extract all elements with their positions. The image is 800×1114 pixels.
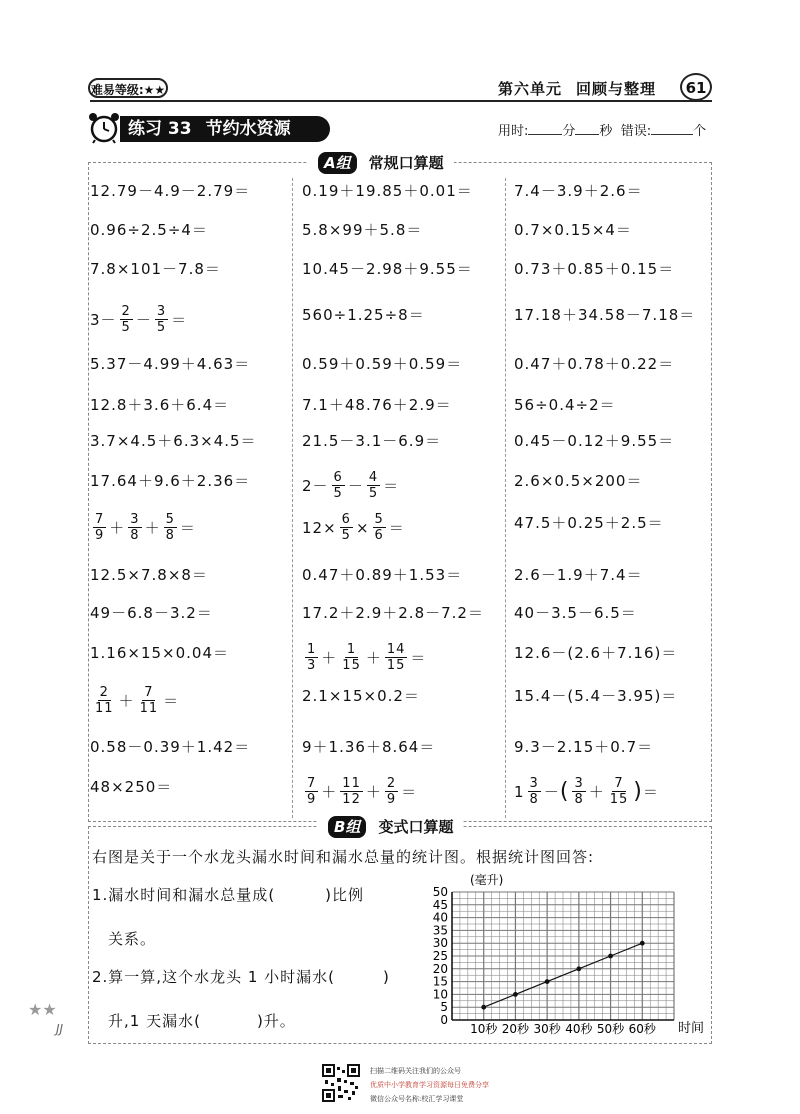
question-2-close: ) [383, 968, 390, 986]
question-1 [92, 884, 364, 905]
problem-c1r1: 12.79－4.9－2.79＝ [90, 182, 251, 200]
question-2-day-end: )升。 [256, 1012, 296, 1030]
problem-c2r10: 0.47＋0.89＋1.53＝ [302, 566, 463, 584]
fraction-2 [138, 685, 161, 716]
exercise-number: 练习 33 [128, 119, 192, 139]
data-point [608, 954, 613, 959]
unit-subtitle: 回顾与整理 [576, 80, 657, 98]
lead-term: 2－ [302, 477, 329, 495]
fraction-1 [305, 642, 318, 673]
problem-c2r9 [302, 512, 405, 543]
problem-c1r10: 12.5×7.8×8＝ [90, 566, 208, 584]
equals: ＝ [383, 477, 400, 495]
column-divider-2 [505, 178, 506, 818]
numerator: 7 [307, 776, 317, 791]
operator: ＋ [144, 519, 161, 537]
y-tick-label: 0 [440, 1013, 448, 1027]
operator: ＋ [365, 649, 382, 667]
operator: ＋ [321, 649, 338, 667]
x-tick-label: 60秒 [628, 1022, 656, 1036]
denominator: 15 [386, 658, 406, 673]
fraction-2 [373, 512, 386, 543]
problem-c3r7: 0.45－0.12＋9.55＝ [514, 432, 675, 450]
errors-label: 错误: [620, 124, 652, 139]
problem-c1r2: 0.96÷2.5÷4＝ [90, 221, 208, 239]
operator: × [355, 518, 370, 537]
problem-c2r15 [302, 776, 417, 807]
numerator: 5 [165, 512, 175, 527]
exercise-title: 节约水资源 [205, 119, 291, 139]
y-axis-label: (毫升) [470, 873, 504, 887]
problem-c3r10: 2.6－1.9＋7.4＝ [514, 566, 643, 584]
numerator: 5 [374, 512, 384, 527]
numerator: 14 [386, 642, 406, 657]
question-1-start: 1.漏水时间和漏水总量成( [92, 886, 276, 904]
minute-label: 分 [562, 124, 576, 139]
operator: － [543, 783, 560, 801]
operator: ＋ [365, 783, 382, 801]
numerator: 2 [121, 304, 131, 319]
data-point [640, 941, 645, 946]
problem-c3r8: 2.6×0.5×200＝ [514, 472, 643, 490]
problem-c3r14: 9.3－2.15＋0.7＝ [514, 738, 654, 756]
equals: ＝ [401, 783, 418, 801]
problem-c2r5: 0.59＋0.59＋0.59＝ [302, 355, 463, 373]
problem-c3r15 [514, 776, 659, 807]
denominator: 5 [156, 320, 167, 335]
unit-title [498, 78, 656, 99]
numerator: 3 [574, 776, 584, 791]
question-1-end: 关系。 [108, 930, 157, 948]
y-tick-label: 45 [432, 897, 448, 912]
problem-c1r5: 5.37－4.99＋4.63＝ [90, 355, 251, 373]
problem-c1r15: 48×250＝ [90, 778, 173, 796]
denominator: 11 [95, 701, 114, 716]
x-tick-label: 20秒 [501, 1022, 530, 1036]
numerator: 11 [342, 776, 361, 791]
denominator: 5 [341, 528, 351, 543]
equals: ＝ [410, 649, 427, 667]
operator: ＋ [118, 692, 135, 710]
count-label: 个 [693, 124, 707, 139]
problem-c3r13: 15.4－(5.4－3.95)＝ [514, 687, 678, 705]
time-label: 用时: [498, 124, 529, 139]
question-2-line2 [108, 1010, 296, 1031]
y-tick-label: 30 [432, 936, 448, 951]
leak-chart [404, 866, 712, 1038]
lead-term: 3－ [90, 311, 117, 329]
data-point [576, 966, 581, 971]
problem-c3r2: 0.7×0.15×4＝ [514, 221, 632, 239]
fraction-3 [164, 512, 177, 543]
group-a-header [308, 152, 454, 174]
group-b-badge: B组 [328, 816, 366, 838]
denominator: 5 [333, 486, 343, 501]
page-number: 61 [680, 73, 712, 101]
denominator: 5 [368, 486, 379, 501]
exercise-title-bar [120, 116, 330, 142]
problem-c1r4 [90, 304, 187, 335]
fraction-3 [608, 776, 631, 807]
question-2-day-start: 升,1 天漏水( [108, 1012, 201, 1030]
data-point [545, 979, 550, 984]
problem-c1r14: 0.58－0.39＋1.42＝ [90, 738, 251, 756]
corner-mark: JJ [56, 1022, 64, 1036]
group-b-intro: 右图是关于一个水龙头漏水时间和漏水总量的统计图。根据统计图回答: [92, 848, 595, 866]
problem-c3r12: 12.6－(2.6＋7.16)＝ [514, 644, 678, 662]
x-tick-label: 40秒 [565, 1022, 593, 1036]
problem-c2r12 [302, 642, 426, 673]
equals: ＝ [163, 692, 180, 710]
x-tick-label: 50秒 [596, 1022, 625, 1036]
operator: ＋ [321, 783, 338, 801]
unit-label: 第六单元 [498, 80, 563, 98]
numerator: 7 [144, 685, 154, 700]
problem-c2r13: 2.1×15×0.2＝ [302, 687, 420, 705]
decorative-stars: ★★ [28, 1000, 57, 1019]
numerator: 6 [333, 470, 343, 485]
y-tick-label: 20 [432, 961, 448, 976]
data-point [481, 1005, 486, 1010]
question-2 [92, 966, 390, 987]
seconds-blank[interactable] [575, 134, 599, 135]
problem-c3r1: 7.4－3.9＋2.6＝ [514, 182, 643, 200]
fraction-2 [340, 642, 363, 673]
problem-c2r14: 9＋1.36＋8.64＝ [302, 738, 436, 756]
problem-c1r7: 3.7×4.5＋6.3×4.5＝ [90, 432, 257, 450]
denominator: 8 [574, 792, 584, 807]
denominator: 8 [529, 792, 539, 807]
denominator: 11 [139, 701, 159, 716]
numerator: 6 [341, 512, 351, 527]
denominator: 8 [165, 528, 175, 543]
fraction-2 [572, 776, 585, 807]
x-tick-label: 10秒 [470, 1022, 498, 1036]
header-rule [90, 100, 712, 102]
problem-c2r11: 17.2＋2.9＋2.8－7.2＝ [302, 604, 484, 622]
footer-line-3: 微信公众号名称:校汇学习课堂 [370, 1095, 464, 1103]
fraction-1 [120, 304, 133, 335]
second-label: 秒 [599, 124, 613, 139]
fraction-1 [528, 776, 541, 807]
data-point [513, 992, 518, 997]
problem-c2r1: 0.19＋19.85＋0.01＝ [302, 182, 473, 200]
problem-c3r5: 0.47＋0.78＋0.22＝ [514, 355, 675, 373]
y-tick-label: 25 [432, 949, 448, 963]
problem-c3r3: 0.73＋0.85＋0.15＝ [514, 260, 675, 278]
problem-c3r6: 56÷0.4÷2＝ [514, 396, 616, 414]
y-tick-label: 50 [432, 885, 448, 899]
paren-open: ( [559, 778, 570, 804]
paren-close: ) [633, 778, 643, 804]
numerator: 1 [346, 642, 357, 657]
fraction-2 [340, 776, 363, 807]
denominator: 9 [307, 792, 317, 807]
fraction-1 [93, 685, 116, 716]
problem-c2r4: 560÷1.25÷8＝ [302, 306, 425, 324]
operator: ＋ [588, 783, 605, 801]
numerator: 2 [386, 776, 397, 791]
operator: － [347, 477, 364, 495]
numerator: 3 [529, 776, 539, 791]
problem-c2r3: 10.45－2.98＋9.55＝ [302, 260, 473, 278]
question-1-mid: )比例 [325, 886, 365, 904]
footer-line-2: 优质中小学教育学习资源每日免费分享 [370, 1081, 489, 1089]
problem-c2r7: 21.5－3.1－6.9＝ [302, 432, 442, 450]
denominator: 15 [342, 658, 361, 673]
numerator: 3 [156, 304, 167, 319]
group-a-title: 常规口算题 [368, 154, 444, 172]
lead-term: 12× [302, 518, 337, 537]
y-tick-label: 10 [432, 987, 448, 1002]
operator: － [135, 311, 152, 329]
footer-line-1: 扫描二维码关注我们的公众号 [370, 1067, 461, 1075]
time-record [498, 120, 706, 139]
numerator: 7 [95, 512, 105, 527]
fraction-1 [332, 470, 345, 501]
x-axis-label: 时间 [678, 1021, 705, 1036]
y-tick-label: 40 [432, 910, 448, 925]
problem-c1r11: 49－6.8－3.2＝ [90, 604, 213, 622]
fraction-1 [340, 512, 353, 543]
problem-c3r4: 17.18＋34.58－7.18＝ [514, 306, 696, 324]
denominator: 3 [307, 658, 317, 673]
group-a-badge: A组 [318, 152, 357, 174]
column-divider-1 [292, 178, 293, 818]
problem-c1r6: 12.8＋3.6＋6.4＝ [90, 396, 230, 414]
fraction-2 [155, 304, 168, 335]
qr-code-icon [322, 1064, 360, 1102]
group-b-header [318, 816, 463, 838]
denominator: 6 [374, 528, 384, 543]
group-b-title: 变式口算题 [378, 818, 454, 836]
problem-c3r9: 47.5＋0.25＋2.5＝ [514, 514, 664, 532]
equals: ＝ [179, 519, 196, 537]
denominator: 15 [609, 792, 629, 807]
denominator: 8 [130, 528, 140, 543]
errors-blank[interactable] [651, 134, 693, 135]
fraction-3 [385, 642, 408, 673]
denominator: 9 [95, 528, 105, 543]
problem-c1r3: 7.8×101－7.8＝ [90, 260, 221, 278]
minutes-blank[interactable] [528, 134, 562, 135]
equals: ＝ [642, 783, 659, 801]
numerator: 4 [368, 470, 379, 485]
numerator: 2 [99, 685, 109, 700]
problem-c2r2: 5.8×99＋5.8＝ [302, 221, 423, 239]
x-tick-label: 30秒 [533, 1022, 561, 1036]
denominator: 9 [386, 792, 397, 807]
problem-c3r11: 40－3.5－6.5＝ [514, 604, 637, 622]
fraction-1 [93, 512, 106, 543]
lead-term: 1 [514, 782, 525, 801]
fraction-3 [385, 776, 398, 807]
problem-c1r12: 1.16×15×0.04＝ [90, 644, 230, 662]
difficulty-badge: 难易等级:★★ [88, 78, 168, 98]
equals: ＝ [388, 519, 405, 537]
problem-c2r8 [302, 470, 399, 501]
numerator: 7 [614, 776, 624, 791]
numerator: 1 [307, 642, 317, 657]
fraction-2 [128, 512, 141, 543]
equals: ＝ [171, 311, 188, 329]
problem-c1r13 [90, 685, 179, 716]
fraction-2 [367, 470, 380, 501]
numerator: 3 [130, 512, 140, 527]
denominator: 12 [342, 792, 361, 807]
fraction-1 [305, 776, 318, 807]
question-2-start: 2.算一算,这个水龙头 1 小时漏水( [92, 968, 336, 986]
alarm-clock-icon [86, 110, 122, 144]
problem-c1r9 [90, 512, 196, 543]
denominator: 5 [121, 320, 131, 335]
operator: ＋ [109, 519, 126, 537]
y-tick-label: 5 [440, 1000, 448, 1015]
problem-c2r6: 7.1＋48.76＋2.9＝ [302, 396, 452, 414]
y-tick-label: 15 [432, 974, 448, 989]
problem-c1r8: 17.64＋9.6＋2.36＝ [90, 472, 251, 490]
y-tick-label: 35 [432, 923, 448, 938]
